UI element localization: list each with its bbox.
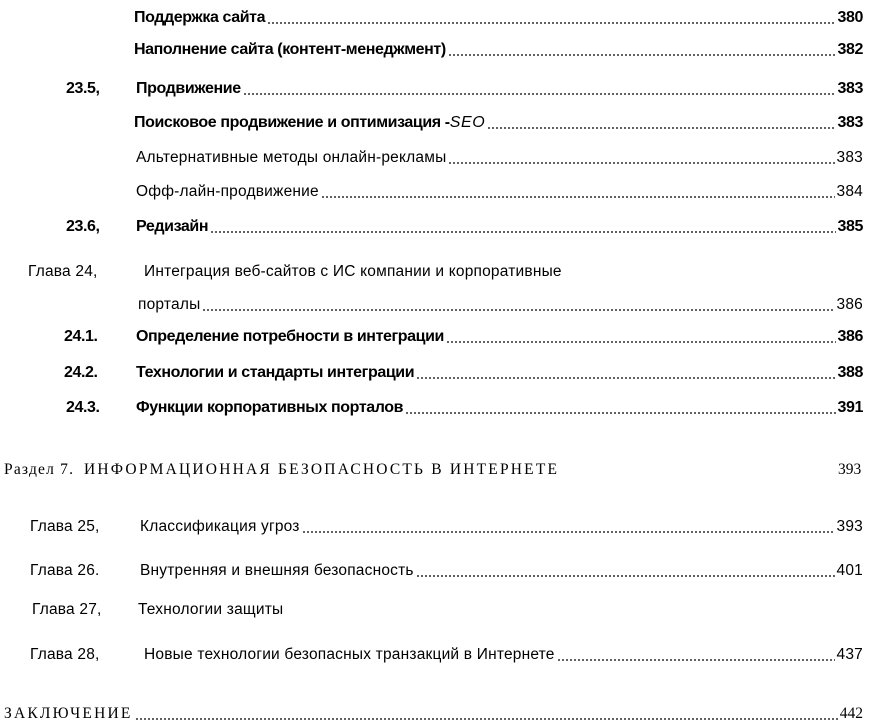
dot-leader <box>448 146 834 170</box>
toc-entry-chapter-25 <box>0 515 871 539</box>
toc-section-page: 393 <box>838 461 862 478</box>
toc-entry-title: Новые технологии безопасных транзакций в Интернете <box>144 646 555 663</box>
toc-entry-page: 382 <box>837 41 863 58</box>
dot-leader <box>416 559 835 583</box>
toc-entry-number: Глава 28, <box>30 646 100 663</box>
toc-section-title: ИНФОРМАЦИОННАЯ БЕЗОПАСНОСТЬ В ИНТЕРНЕТЕ <box>84 461 560 478</box>
toc-entry-content-management <box>0 38 871 62</box>
toc-entry-page: 383 <box>837 80 863 97</box>
toc-entry-title: Технологии и стандарты интеграции <box>136 364 415 381</box>
toc-entry-title: Офф-лайн-продвижение <box>136 183 319 200</box>
dot-leader <box>487 111 835 135</box>
toc-entry-24-3 <box>0 396 871 420</box>
toc-entry-title: Определение потребности в интеграции <box>136 328 444 345</box>
toc-entry-title: Классификация угроз <box>140 518 300 535</box>
toc-entry-seo <box>0 111 871 135</box>
toc-entry-title: Наполнение сайта (контент-менеджмент) <box>134 41 446 58</box>
toc-entry-page: 386 <box>837 328 863 345</box>
toc-entry-number: Глава 27, <box>32 601 102 618</box>
toc-entry-24-2 <box>0 361 871 385</box>
dot-leader <box>446 325 836 349</box>
toc-entry-online-ads <box>0 146 871 170</box>
toc-entry-conclusion <box>0 702 871 726</box>
toc-entry-title: Интеграция веб-сайтов с ИС компании и корпоративные <box>144 263 562 280</box>
toc-entry-number: 24.3. <box>66 399 100 416</box>
dot-leader <box>243 77 836 101</box>
dot-leader <box>302 515 835 539</box>
toc-entry-page: 383 <box>836 149 863 166</box>
toc-entry-redesign <box>0 215 871 239</box>
dot-leader <box>405 396 835 420</box>
toc-entry-page: 437 <box>836 646 863 663</box>
toc-entry-number: 24.1. <box>64 328 98 345</box>
dot-leader <box>321 180 835 204</box>
toc-entry-title-suffix: SEO <box>449 114 486 131</box>
toc-entry-title: порталы <box>138 296 201 313</box>
toc-entry-number: Глава 25, <box>30 518 100 535</box>
toc-section-7 <box>0 458 871 482</box>
toc-entry-chapter-27 <box>0 598 871 622</box>
toc-entry-title: Функции корпоративных порталов <box>136 399 404 416</box>
toc-entry-page: 386 <box>836 296 863 313</box>
toc-entry-chapter-26 <box>0 559 871 583</box>
toc-entry-24-1 <box>0 325 871 349</box>
toc-entry-title: Поисковое продвижение и оптимизация - <box>134 114 450 131</box>
toc-entry-page: 385 <box>837 218 863 235</box>
toc-entry-promotion <box>0 77 871 101</box>
toc-section-number: Раздел 7. <box>4 461 75 478</box>
toc-entry-title: Внутренняя и внешняя безопасность <box>140 562 414 579</box>
toc-entry-support <box>0 6 871 30</box>
toc-entry-page: 391 <box>837 399 863 416</box>
dot-leader <box>210 215 835 239</box>
toc-entry-number: 24.2. <box>64 364 98 381</box>
toc-entry-chapter-28 <box>0 643 871 667</box>
dot-leader <box>267 6 835 30</box>
toc-entry-title: Редизайн <box>136 218 209 235</box>
toc-entry-chapter-24 <box>0 260 871 284</box>
toc-entry-title: Продвижение <box>136 80 241 97</box>
toc-entry-title: Технологии защиты <box>138 601 284 618</box>
toc-entry-number: 23.6, <box>66 218 100 235</box>
toc-entry-number: Глава 26. <box>30 562 100 579</box>
toc-entry-page: 383 <box>837 114 863 131</box>
toc-entry-title: Альтернативные методы онлайн-рекламы <box>136 149 447 166</box>
dot-leader <box>557 643 835 667</box>
toc-entry-page: 401 <box>836 562 863 579</box>
toc-entry-page: 384 <box>836 183 863 200</box>
toc-entry-page: 393 <box>836 518 863 535</box>
toc-entry-page: 388 <box>837 364 863 381</box>
toc-entry-page: 442 <box>839 705 863 722</box>
toc-entry-portals <box>0 293 871 317</box>
toc-entry-number: 23.5, <box>66 80 100 97</box>
toc-entry-title: Поддержка сайта <box>134 9 266 26</box>
dot-leader <box>135 702 838 726</box>
toc-entry-title: ЗАКЛЮЧЕНИЕ <box>4 705 133 722</box>
toc-entry-page: 380 <box>837 9 863 26</box>
toc-entry-number: Глава 24, <box>28 263 98 280</box>
toc-entry-offline <box>0 180 871 204</box>
dot-leader <box>448 38 836 62</box>
dot-leader <box>416 361 835 385</box>
dot-leader <box>202 293 834 317</box>
